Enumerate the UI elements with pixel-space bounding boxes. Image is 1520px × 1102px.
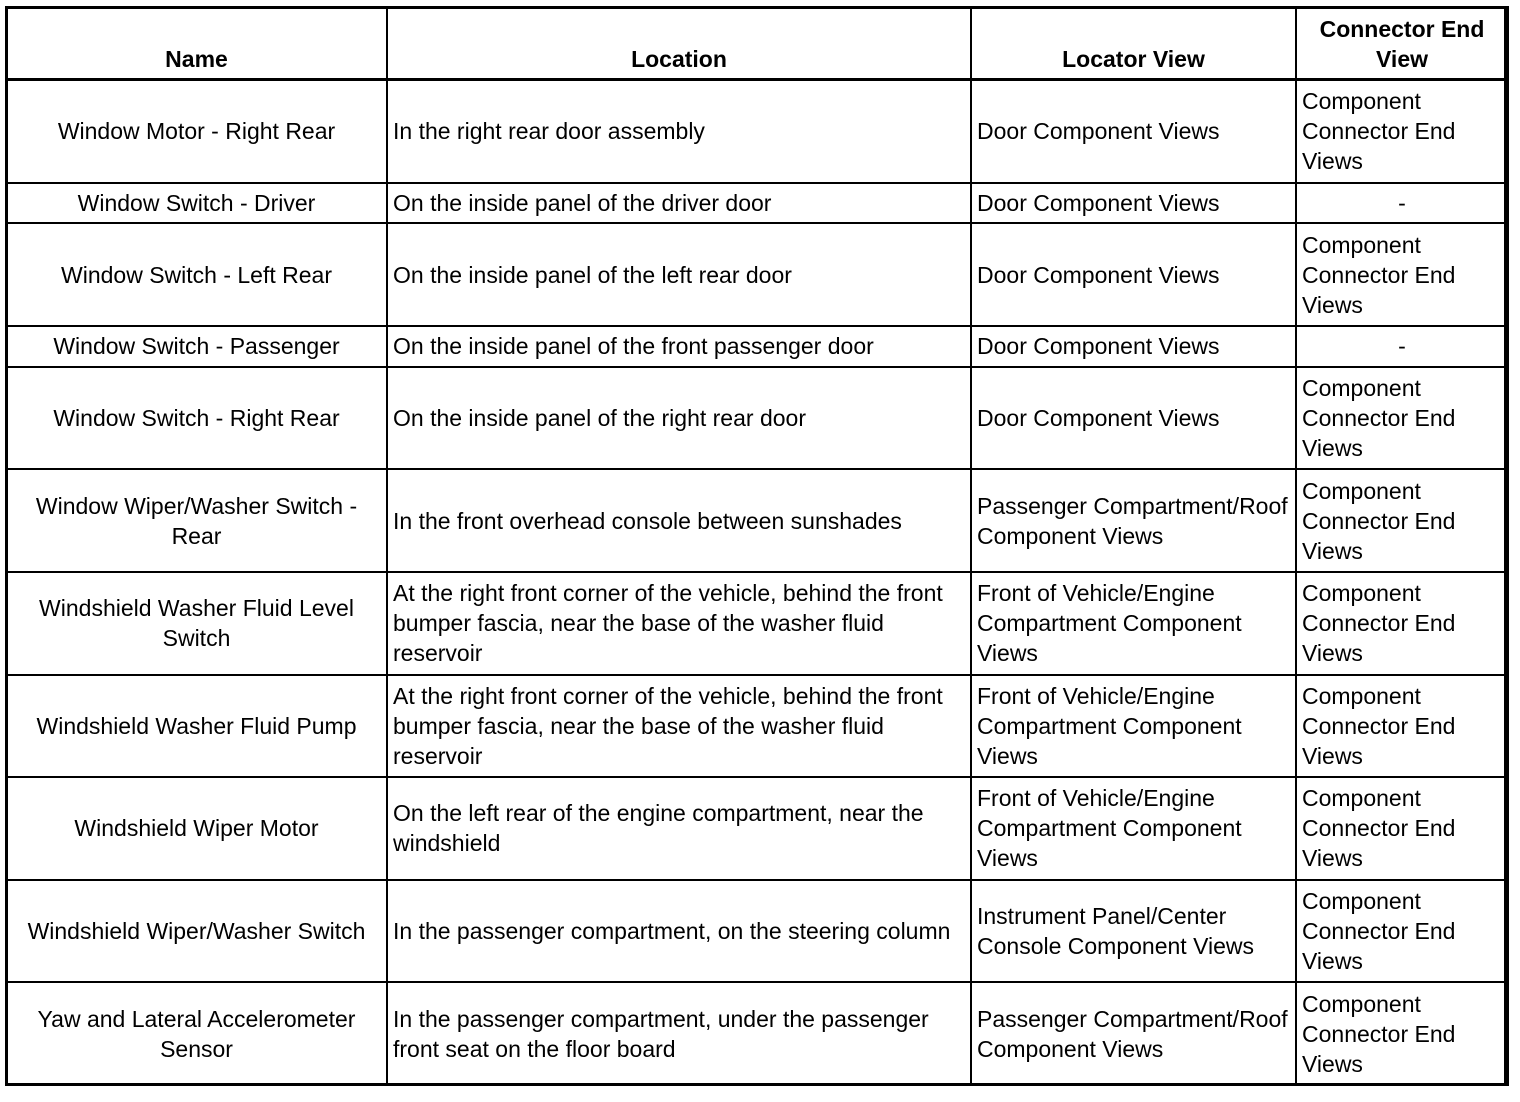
table-row — [6, 223, 1508, 326]
cell-location: On the inside panel of the right rear door — [387, 367, 971, 470]
cell-location: On the inside panel of the driver door — [387, 183, 971, 224]
cell-locator-view: Door Component Views — [971, 183, 1296, 224]
cell-locator-view: Front of Vehicle/Engine Compartment Component Views — [971, 572, 1296, 675]
cell-connector-end-view: - — [1296, 326, 1508, 367]
cell-name: Windshield Wiper Motor — [6, 777, 387, 880]
cell-location: In the front overhead console between sunshades — [387, 469, 971, 572]
cell-name: Window Switch - Right Rear — [6, 367, 387, 470]
component-locator-table — [5, 6, 1509, 1086]
cell-connector-end-view: Component Connector End Views — [1296, 982, 1508, 1085]
cell-name: Window Switch - Left Rear — [6, 223, 387, 326]
cell-connector-end-view: Component Connector End Views — [1296, 880, 1508, 983]
cell-locator-view: Passenger Compartment/Roof Component Views — [971, 469, 1296, 572]
cell-location: At the right front corner of the vehicle, behind the front bumper fascia, near the base of the washer fluid reservoir — [387, 572, 971, 675]
cell-location: On the inside panel of the left rear door — [387, 223, 971, 326]
cell-connector-end-view: Component Connector End Views — [1296, 777, 1508, 880]
table-row — [6, 80, 1508, 183]
cell-locator-view: Instrument Panel/Center Console Component Views — [971, 880, 1296, 983]
cell-locator-view: Front of Vehicle/Engine Compartment Component Views — [971, 777, 1296, 880]
cell-connector-end-view: Component Connector End Views — [1296, 572, 1508, 675]
cell-name: Window Switch - Driver — [6, 183, 387, 224]
table-row — [6, 777, 1508, 880]
cell-connector-end-view: - — [1296, 183, 1508, 224]
table-row — [6, 326, 1508, 367]
cell-location: In the right rear door assembly — [387, 80, 971, 183]
cell-name: Yaw and Lateral Accelerometer Sensor — [6, 982, 387, 1085]
table-row — [6, 572, 1508, 675]
cell-location: On the inside panel of the front passenger door — [387, 326, 971, 367]
table-row — [6, 469, 1508, 572]
cell-location: In the passenger compartment, under the passenger front seat on the floor board — [387, 982, 971, 1085]
cell-locator-view: Front of Vehicle/Engine Compartment Component Views — [971, 675, 1296, 778]
cell-locator-view: Door Component Views — [971, 223, 1296, 326]
cell-location: On the left rear of the engine compartment, near the windshield — [387, 777, 971, 880]
cell-location: In the passenger compartment, on the steering column — [387, 880, 971, 983]
cell-name: Window Motor - Right Rear — [6, 80, 387, 183]
cell-name: Windshield Washer Fluid Level Switch — [6, 572, 387, 675]
header-connector-end-view: Connector End View — [1296, 7, 1508, 80]
table-row — [6, 183, 1508, 224]
header-row — [6, 7, 1508, 80]
header-name: Name — [6, 7, 387, 80]
table-row — [6, 880, 1508, 983]
cell-locator-view: Door Component Views — [971, 326, 1296, 367]
header-locator-view: Locator View — [971, 7, 1296, 80]
cell-connector-end-view: Component Connector End Views — [1296, 223, 1508, 326]
cell-name: Windshield Washer Fluid Pump — [6, 675, 387, 778]
cell-locator-view: Door Component Views — [971, 367, 1296, 470]
cell-name: Window Wiper/Washer Switch - Rear — [6, 469, 387, 572]
cell-name: Window Switch - Passenger — [6, 326, 387, 367]
cell-location: At the right front corner of the vehicle, behind the front bumper fascia, near the base of the washer fluid reservoir — [387, 675, 971, 778]
header-location: Location — [387, 7, 971, 80]
table-row — [6, 982, 1508, 1085]
cell-locator-view: Passenger Compartment/Roof Component Views — [971, 982, 1296, 1085]
table-row — [6, 675, 1508, 778]
cell-locator-view: Door Component Views — [971, 80, 1296, 183]
cell-connector-end-view: Component Connector End Views — [1296, 469, 1508, 572]
cell-connector-end-view: Component Connector End Views — [1296, 675, 1508, 778]
cell-name: Windshield Wiper/Washer Switch — [6, 880, 387, 983]
table-row — [6, 367, 1508, 470]
cell-connector-end-view: Component Connector End Views — [1296, 80, 1508, 183]
cell-connector-end-view: Component Connector End Views — [1296, 367, 1508, 470]
